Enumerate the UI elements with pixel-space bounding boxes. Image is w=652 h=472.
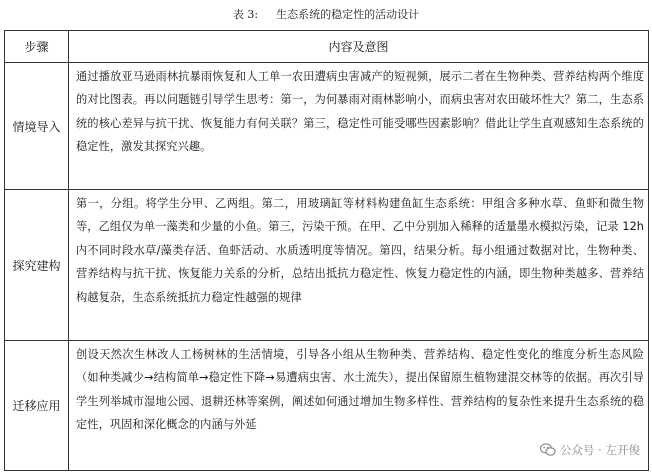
wechat-icon [540, 443, 556, 457]
header-content: 内容及意图 [69, 31, 649, 63]
table-caption [0, 6, 652, 24]
content-cell: 第一，分组。将学生分甲、乙两组。第二，用玻璃缸等材料构建鱼缸生态系统：甲组含多种水草、鱼虾和微生物等，乙组仅为单一藻类和少量的小鱼。第三，污染干预。在甲、乙中分别加入稀释的适量墨水模拟污染，记录 12h 内不同时段水草/藻类存活、鱼虾活动、水质透明度等情况。第四，结果分析。每小组通过数据对比，生物种类、营养结构与抗干扰、恢复能力关系的分析，总结出抵抗力稳定性、恢复力稳定性的内涵，即生物种类越多、营养结构越复杂，生态系统抵抗力稳定性越强的规律 [69, 190, 649, 341]
caption-title: 生态系统的稳定性的活动设计 [276, 8, 420, 21]
table-row [5, 63, 649, 190]
content-cell: 通过播放亚马逊雨林抗暴雨恢复和人工单一农田遭病虫害减产的短视频，展示二者在生物种类、营养结构两个维度的对比图表。再以问题链引导学生思考：第一，为何暴雨对雨林影响小，而病虫害对农田破坏性大？第二，生态系统的核心差异与抗干扰、恢复能力有何关联？第三，稳定性可能受哪些因素影响？借此让学生直观感知生态系统的稳定性，激发其探究兴趣。 [69, 63, 649, 190]
step-cell: 情境导入 [5, 63, 69, 190]
content-cell: 创设天然次生林改人工杨树林的生活情境，引导各小组从生物种类、营养结构、稳定性变化的维度分析生态风险（如种类减少→结构简单→稳定性下降→易遭病虫害、水土流失），提出保留原生植物建混交林等的依据。再次引导学生列举城市湿地公园、退耕还林等案例，阐述如何通过增加生物多样性、营养结构的复杂性来提升生态系统的稳定性，巩固和深化概念的内涵与外延 [69, 341, 649, 471]
step-cell: 迁移应用 [5, 341, 69, 471]
activity-design-table [4, 30, 649, 471]
header-step: 步骤 [5, 31, 69, 63]
watermark [538, 442, 642, 458]
caption-label: 表 3: [232, 8, 259, 21]
table-row [5, 190, 649, 341]
table-header-row [5, 31, 649, 63]
watermark-text: 公众号 · 左开俊 [560, 443, 640, 457]
step-cell: 探究建构 [5, 190, 69, 341]
